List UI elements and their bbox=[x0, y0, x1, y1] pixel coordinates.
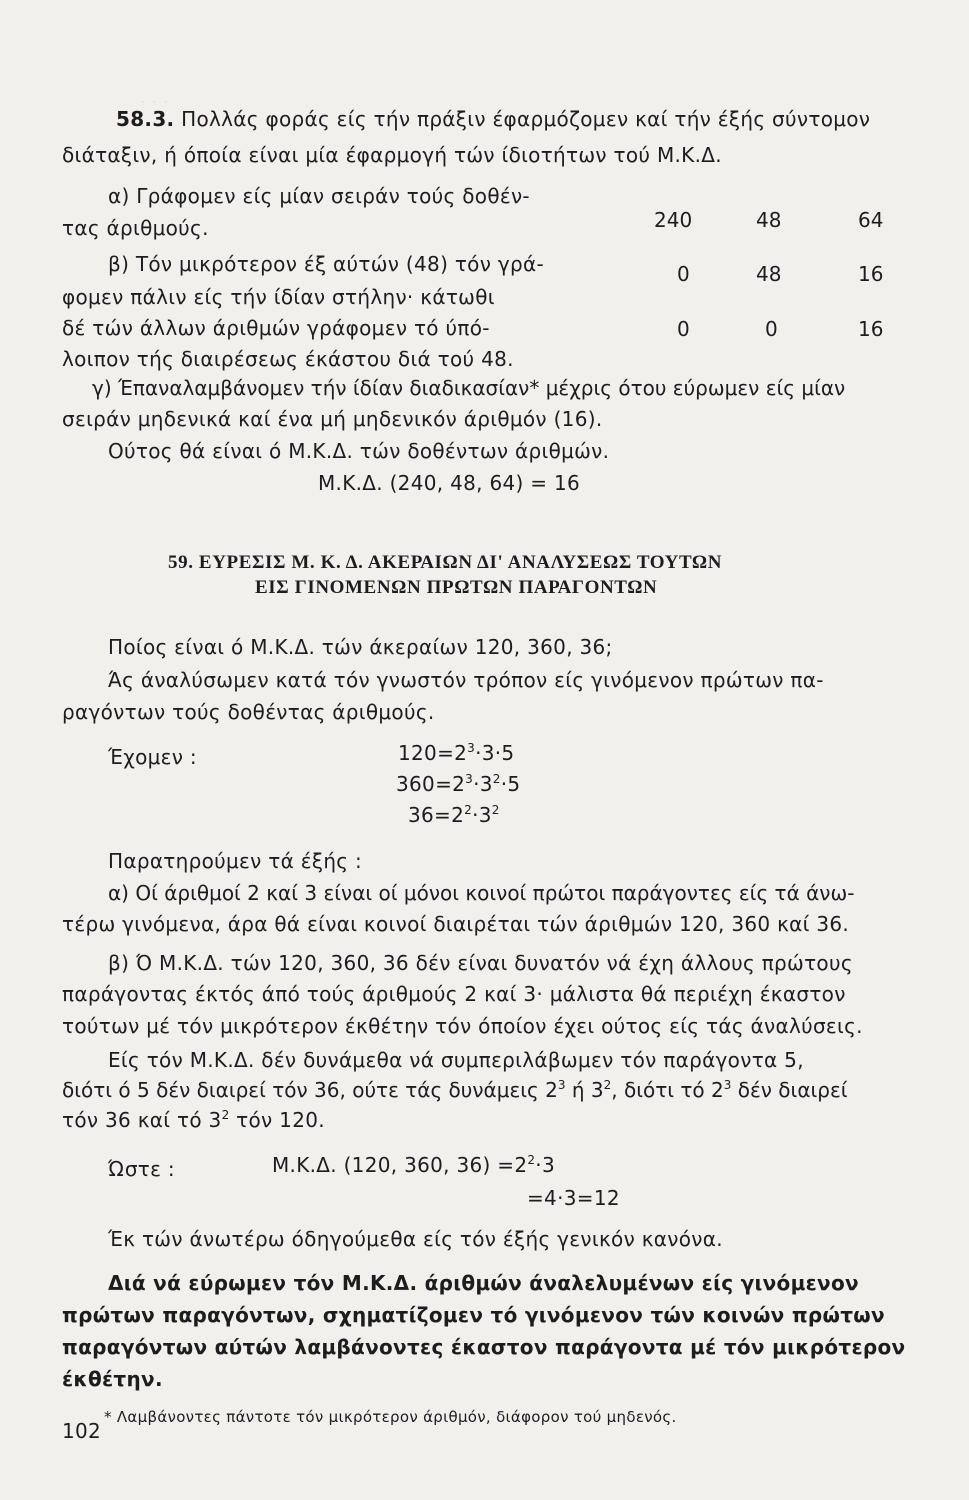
lead-to-rule: Έκ τών άνωτέρω όδηγούμεθα είς τόν έξής γενικόν κανόνα. bbox=[108, 1227, 723, 1251]
include-line-2: διότι ό 5 δέν διαιρεί τόν 36, ούτε τάς δυνάμεις $2^3$ ή $3^2$, διότι τό $2^3$ δέν διαιρεί bbox=[62, 1078, 848, 1102]
table-r1-c3: 64 bbox=[858, 208, 884, 232]
table-r2-c2: 48 bbox=[756, 262, 782, 286]
step-a-line-2: τας άριθμούς. bbox=[62, 216, 209, 240]
result-line: Ούτος θά είναι ό Μ.Κ.Δ. τών δοθέντων άριθμών. bbox=[108, 439, 610, 463]
step-c-line-2: σειράν μηδενικά καί ένα μή μηδενικόν άριθμόν (16). bbox=[62, 407, 603, 431]
factorization-360: $360=2^3\cdot 3^2\cdot 5$ bbox=[396, 772, 521, 796]
obs-b-line-3: τούτων μέ τόν μικρότερον έκθέτην τόν όποίον έχει ούτος είς τάς άναλύσεις. bbox=[62, 1014, 863, 1038]
have-label: Έχομεν : bbox=[108, 745, 197, 769]
rule-line-4: έκθέτην. bbox=[62, 1367, 163, 1391]
so-label: Ώστε : bbox=[108, 1157, 175, 1181]
factorization-120: $120=2^3\cdot 3\cdot 5$ bbox=[398, 741, 515, 765]
obs-a-line-2: τέρω γινόμενα, άρα θά είναι κοινοί διαιρέται τών άριθμών 120, 360 καί 36. bbox=[62, 912, 850, 936]
gcd-result-line-1: Μ.Κ.Δ. (120, 360, $36) =2^2\cdot 3$ bbox=[272, 1153, 555, 1177]
para-58-3-line-1 bbox=[116, 106, 870, 132]
table-r3-c2: 0 bbox=[765, 317, 778, 341]
step-c-line-1: γ) Έπαναλαμβάνομεν τήν ίδίαν διαδικασίαν* μέχρις ότου εύρωμεν είς μίαν bbox=[92, 376, 846, 400]
section-59-title: ΕΥΡΕΣΙΣ Μ. Κ. Δ. ΑΚΕΡΑΙΩΝ ΔΙ' ΑΝΑΛΥΣΕΩΣ ΤΟΥΤΩΝ bbox=[198, 552, 723, 573]
table-r2-c3: 16 bbox=[858, 262, 884, 286]
rule-line-2: πρώτων παραγόντων, σχηματίζομεν τό γινόμενον τών κοινών πρώτων bbox=[62, 1303, 885, 1327]
table-r3-c3: 16 bbox=[858, 317, 884, 341]
step-a-line-1: α) Γράφομεν είς μίαν σειράν τούς δοθέν- bbox=[108, 184, 530, 208]
page-number: 102 bbox=[62, 1419, 102, 1443]
obs-b-line-1: β) Ό Μ.Κ.Δ. τών 120, 360, 36 δέν είναι δυνατόν νά έχη άλλους πρώτους bbox=[108, 951, 853, 975]
show-through-text: · · · bbox=[140, 92, 169, 113]
obs-b-line-2: παράγοντας έκτός άπό τούς άριθμούς 2 καί 3· μάλιστα θά περιέχη έκαστον bbox=[62, 982, 846, 1006]
rule-line-1: Διά νά εύρωμεν τόν Μ.Κ.Δ. άριθμών άναλελυμένων είς γινόμενον bbox=[108, 1271, 859, 1295]
table-r1-c2: 48 bbox=[756, 208, 782, 232]
analyze-line-2: ραγόντων τούς δοθέντας άριθμούς. bbox=[62, 700, 435, 724]
section-59-number: 59. bbox=[168, 552, 194, 573]
gcd-formula: Μ.Κ.Δ. (240, 48, 64) = 16 bbox=[318, 471, 581, 495]
step-b-line-2: φομεν πάλιν είς τήν ίδίαν στήλην· κάτωθι bbox=[62, 285, 495, 309]
observe-line: Παρατηρούμεν τά έξής : bbox=[108, 849, 363, 873]
step-b-line-4: λοιπον τής διαιρέσεως έκάστου διά τού 48. bbox=[62, 347, 514, 371]
analyze-line-1: Άς άναλύσωμεν κατά τόν γνωστόν τρόπον είς γινόμενον πρώτων πα- bbox=[108, 668, 824, 692]
factorization-36: $36=2^2\cdot 3^2$ bbox=[408, 803, 500, 827]
include-line-3: τόν 36 καί τό $3^2$ τόν 120. bbox=[62, 1108, 325, 1132]
table-r1-c1: 240 bbox=[654, 208, 693, 232]
section-59-title-line-1 bbox=[168, 550, 722, 576]
table-r3-c1: 0 bbox=[677, 317, 690, 341]
rule-line-3: παραγόντων αύτών λαμβάνοντες έκαστον παράγοντα μέ τόν μικρότερον bbox=[62, 1335, 906, 1359]
step-b-line-1: β) Τόν μικρότερον έξ αύτών (48) τόν γρά- bbox=[108, 252, 544, 276]
table-r2-c1: 0 bbox=[677, 262, 690, 286]
section-59-title-line-2: ΕΙΣ ΓΙΝΟΜΕΝΩΝ ΠΡΩΤΩΝ ΠΑΡΑΓΟΝΤΩΝ bbox=[255, 577, 658, 598]
question: Ποίος είναι ό Μ.Κ.Δ. τών άκεραίων 120, 360, 36; bbox=[108, 635, 613, 659]
obs-a-line-1: α) Οί άριθμοί 2 καί 3 είναι οί μόνοι κοινοί πρώτοι παράγοντες είς τά άνω- bbox=[108, 881, 855, 905]
para-58-3-line-2: διάταξιν, ή όποία είναι μία έφαρμογή τών ίδιοτήτων τού Μ.Κ.Δ. bbox=[62, 143, 722, 167]
intro-text: Πολλάς φοράς είς τήν πράξιν έφαρμόζομεν καί τήν έξής σύντομον bbox=[181, 107, 871, 131]
footnote: * Λαμβάνοντες πάντοτε τόν μικρότερον άριθμόν, διάφορον τού μηδενός. bbox=[104, 1408, 677, 1426]
step-b-line-3: δέ τών άλλων άριθμών γράφομεν τό ύπό- bbox=[62, 316, 490, 340]
gcd-result-line-2: =4·3=12 bbox=[527, 1186, 620, 1210]
section-number: 58.3. bbox=[116, 107, 175, 131]
include-line-1: Είς τόν Μ.Κ.Δ. δέν δυνάμεθα νά συμπεριλάβωμεν τόν παράγοντα 5, bbox=[108, 1048, 804, 1072]
